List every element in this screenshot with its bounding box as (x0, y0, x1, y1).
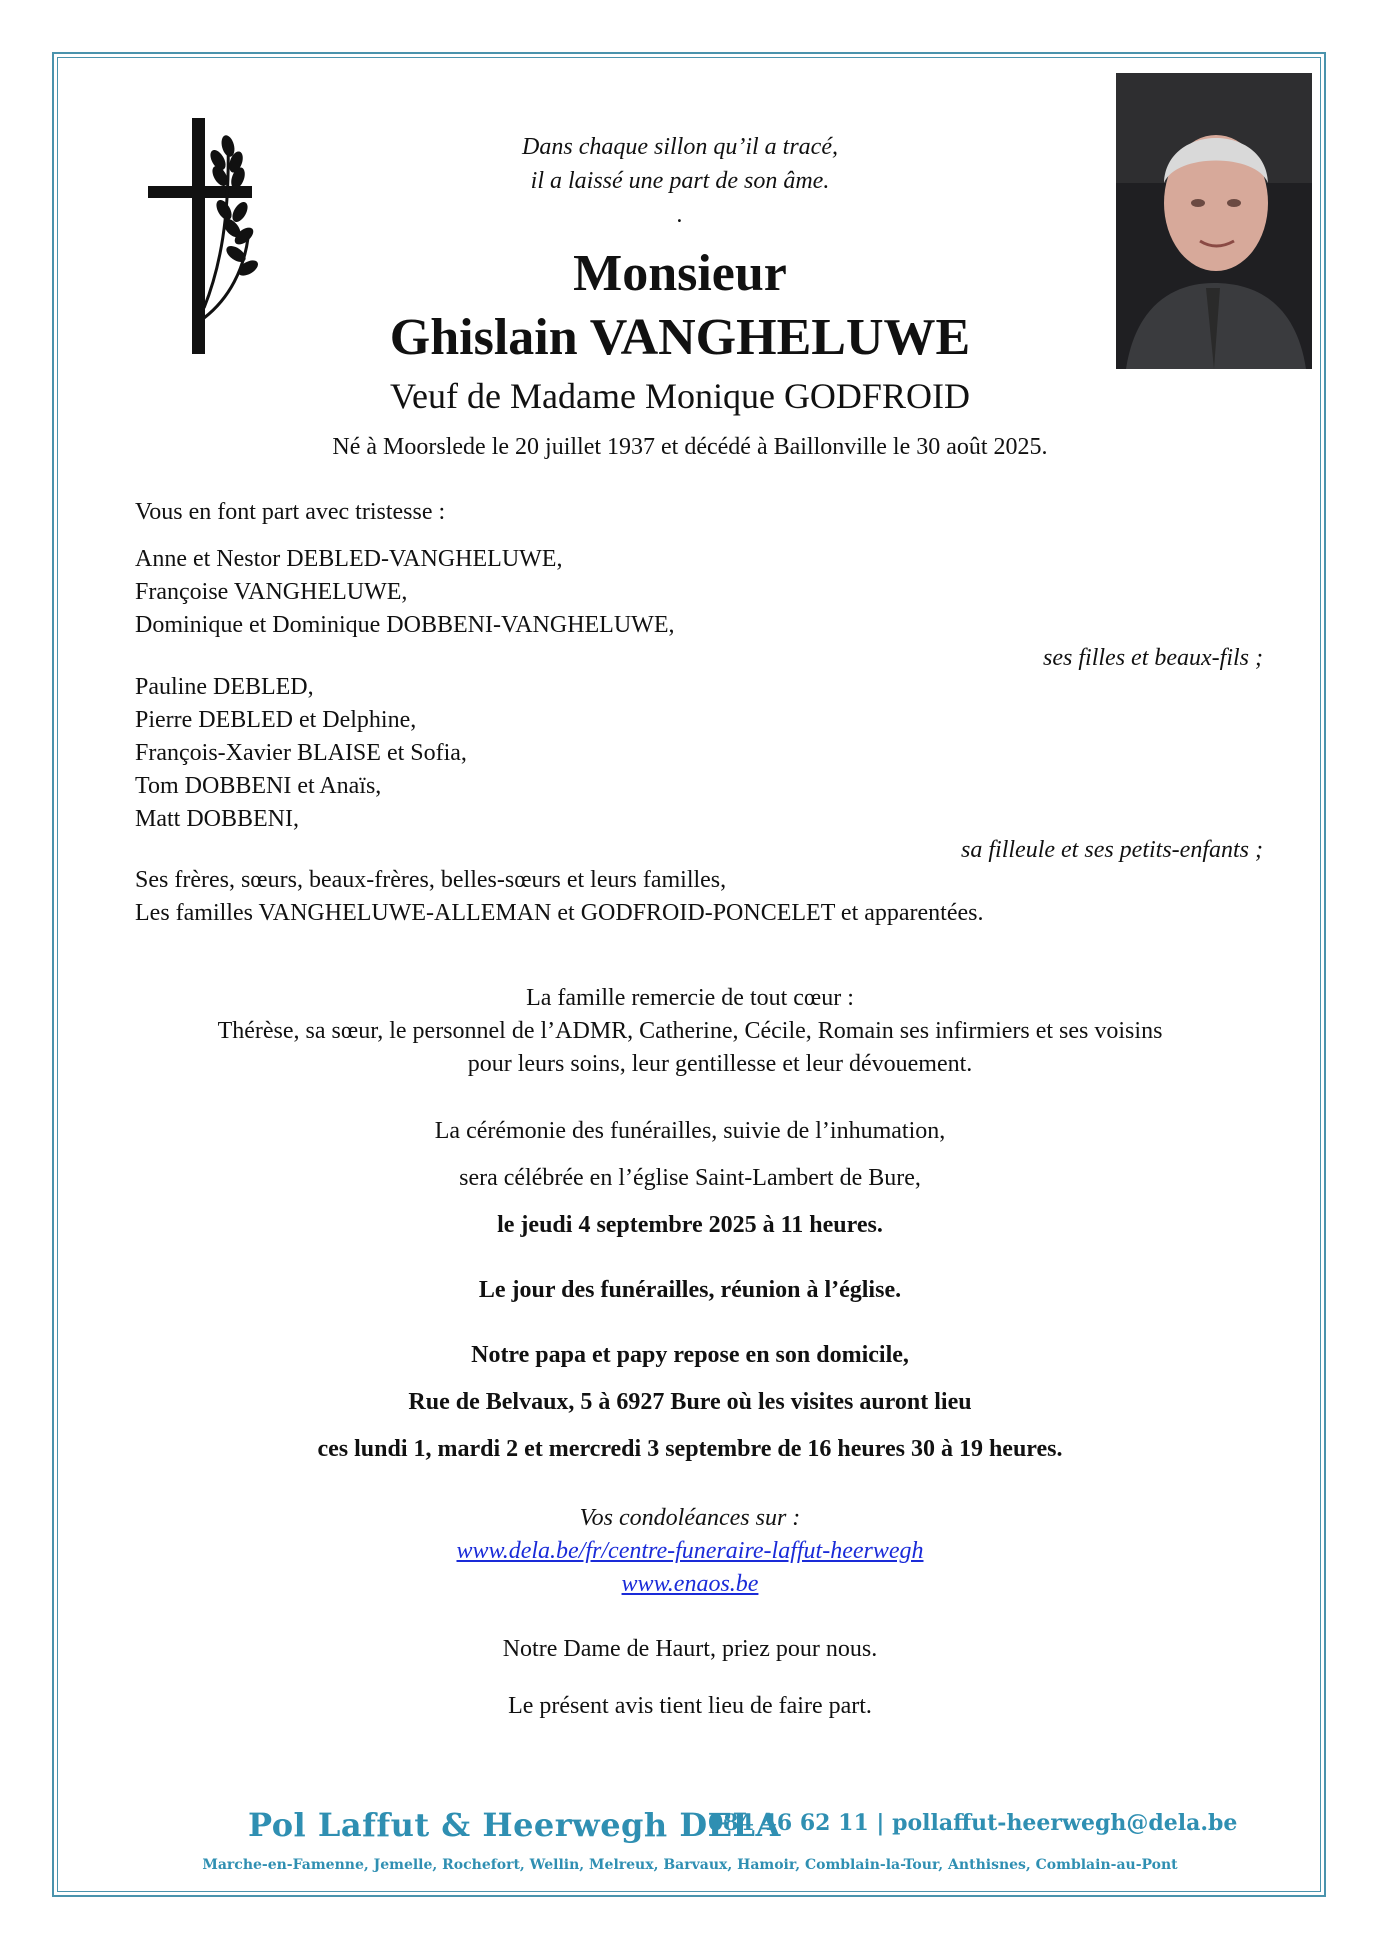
family-line: Les familles VANGHELUWE-ALLEMAN et GODFROID-PONCELET et apparentées. (135, 900, 984, 926)
family-member: Françoise VANGHELUWE, (135, 579, 408, 605)
family-member: François-Xavier BLAISE et Sofia, (135, 740, 467, 766)
honorific: Monsieur (573, 245, 787, 302)
rest-line-2: Rue de Belvaux, 5 à 6927 Bure où les visites auront lieu (408, 1389, 972, 1415)
spouse-line: Veuf de Madame Monique GODFROID (390, 376, 970, 416)
family-member: Tom DOBBENI et Anaïs, (135, 773, 382, 799)
ceremony-date: le jeudi 4 septembre 2025 à 11 heures. (497, 1212, 883, 1238)
deceased-name-block (300, 242, 1060, 370)
family-group-3 (135, 864, 984, 930)
poem-line-2: il a laissé une part de son âme. (530, 168, 830, 194)
enaos-link[interactable]: www.enaos.be (621, 1571, 759, 1597)
thanks-line-2: Thérèse, sa sœur, le personnel de l’ADMR, Catherine, Cécile, Romain ses infirmiers et ses voisins (217, 1018, 1163, 1044)
ceremony-line-2: sera célébrée en l’église Saint-Lambert de Bure, (459, 1165, 921, 1191)
poem (380, 130, 980, 232)
rest-line-3: ces lundi 1, mardi 2 et mercredi 3 septembre de 16 heures 30 à 19 heures. (317, 1436, 1063, 1462)
meeting-note: Le jour des funérailles, réunion à l’église. (478, 1277, 902, 1303)
thanks-block (100, 982, 1280, 1081)
family-member: Dominique et Dominique DOBBENI-VANGHELUWE, (135, 612, 675, 638)
group-1-role: ses filles et beaux-fils ; (1043, 645, 1263, 671)
funeral-home-contact: 084 46 62 11 | pollaffut-heerwegh@dela.be (708, 1810, 1238, 1836)
family-group-2 (135, 671, 467, 836)
funeral-home-locations: Marche-en-Famenne, Jemelle, Rochefort, Wellin, Melreux, Barvaux, Hamoir, Comblain-la-Tour, Anthisnes, Comblain-au-Pont (202, 1857, 1178, 1873)
cross-with-wheat-icon (140, 118, 260, 358)
ceremony-block (100, 1115, 1280, 1466)
deceased-name: Ghislain VANGHELUWE (389, 309, 971, 366)
family-member: Pierre DEBLED et Delphine, (135, 707, 417, 733)
thanks-line-1: La famille remercie de tout cœur : (526, 985, 854, 1011)
thanks-line-3: pour leurs soins, leur gentillesse et leur dévouement. (467, 1051, 973, 1077)
announcement-intro: Vous en font part avec tristesse : (135, 499, 446, 525)
family-member: Pauline DEBLED, (135, 674, 314, 700)
family-group-1 (135, 543, 674, 642)
family-line: Ses frères, sœurs, beaux-frères, belles-sœurs et leurs familles, (135, 867, 727, 893)
notice-line: Le présent avis tient lieu de faire part. (508, 1693, 872, 1719)
dela-link[interactable]: www.dela.be/fr/centre-funeraire-laffut-heerwegh (456, 1538, 924, 1564)
prayer-line: Notre Dame de Haurt, priez pour nous. (502, 1636, 878, 1662)
condolences-block (100, 1502, 1280, 1601)
portrait-photo (1116, 73, 1312, 369)
rest-line-1: Notre papa et papy repose en son domicile, (471, 1342, 909, 1368)
family-member: Anne et Nestor DEBLED-VANGHELUWE, (135, 546, 563, 572)
funeral-home-logo: Pol Laffut & Heerwegh DELA (248, 1806, 781, 1844)
ceremony-line-1: La cérémonie des funérailles, suivie de l’inhumation, (434, 1118, 946, 1144)
group-2-role: sa filleule et ses petits-enfants ; (961, 837, 1263, 863)
family-member: Matt DOBBENI, (135, 806, 299, 832)
poem-line-3: . (677, 202, 683, 228)
birth-death-dates: Né à Moorslede le 20 juillet 1937 et décédé à Baillonville le 30 août 2025. (332, 434, 1048, 460)
poem-line-1: Dans chaque sillon qu’il a tracé, (522, 134, 838, 160)
condolences-label: Vos condoléances sur : (579, 1505, 801, 1531)
